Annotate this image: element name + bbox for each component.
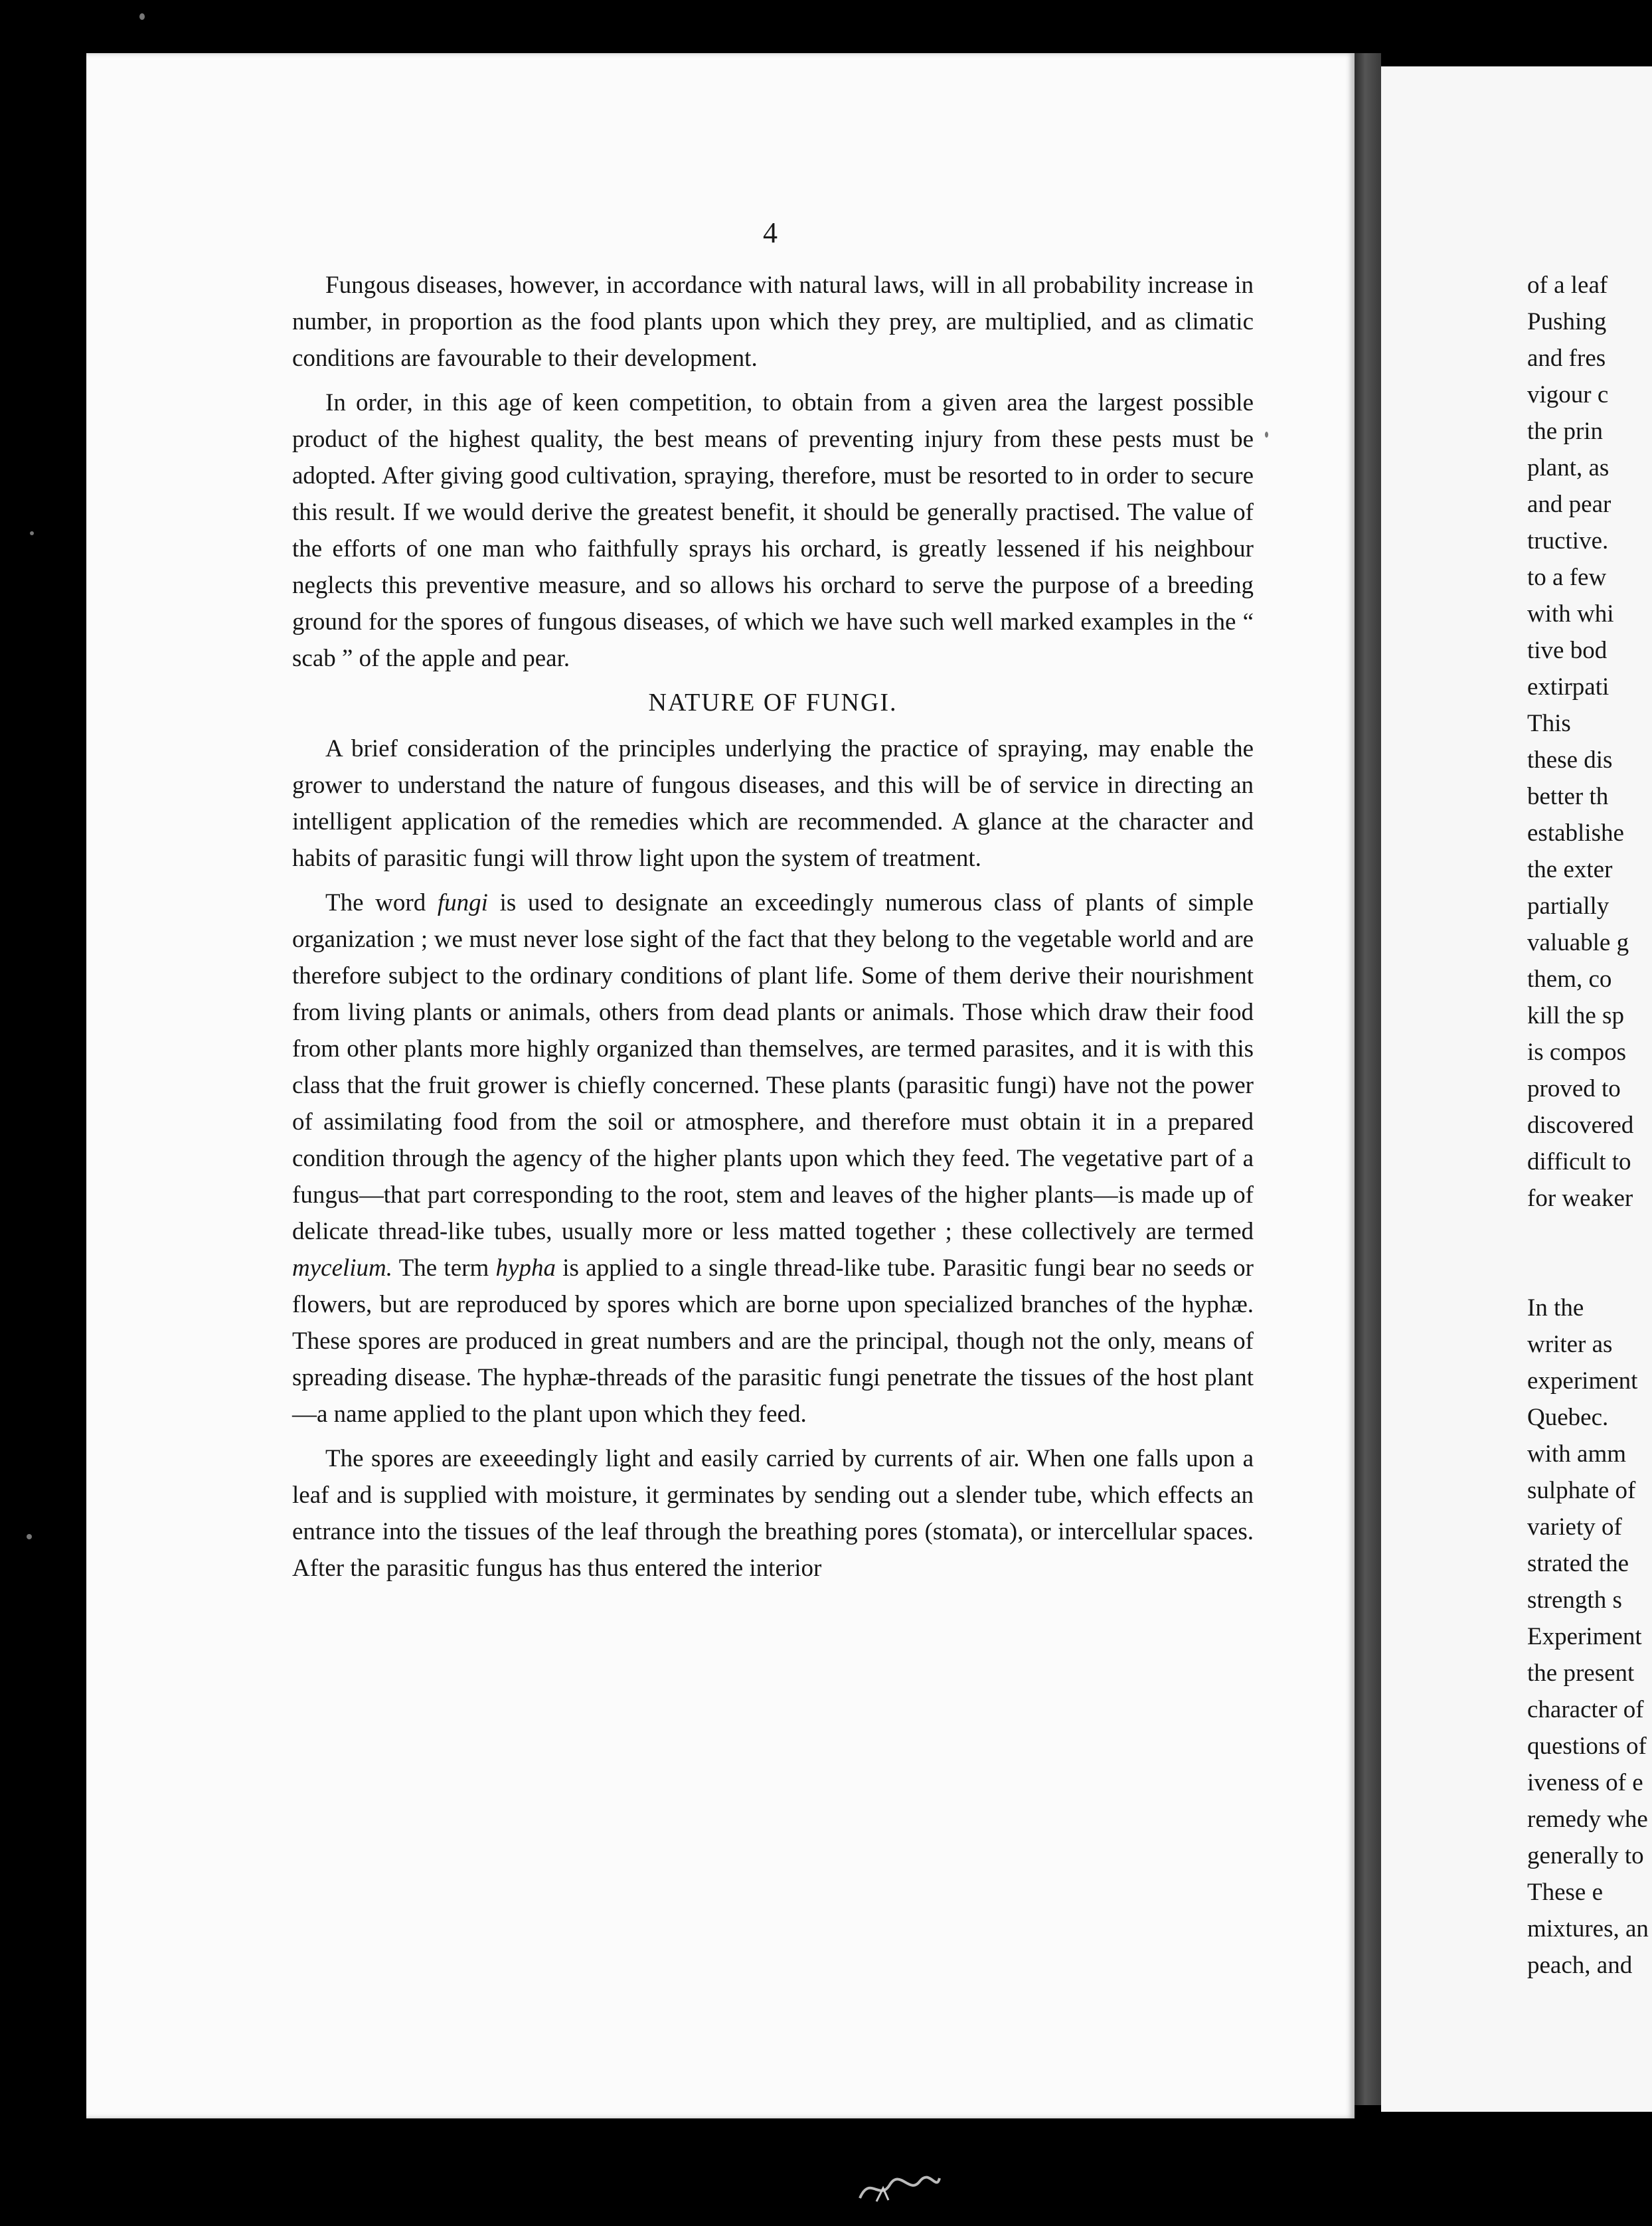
facing-page-line: better th [1527,783,1609,810]
scan-speck [139,13,145,20]
facing-page-line: mixtures, an [1527,1915,1649,1942]
paragraph: A brief consideration of the principles underlying the practice of spraying, may enable the grower to understand the nature of fungous diseases, and this will be of service in directing an intelligent application of the remedies which are recommended. A glance at the character and habits of parasitic fungi will throw light upon the system of treatment. [292,735,1254,872]
facing-page-line: kill the sp [1527,1002,1624,1029]
facing-page-line: writer as [1527,1331,1613,1358]
facing-page-line: proved to [1527,1075,1621,1102]
facing-page-line: discovered [1527,1112,1634,1139]
facing-page-line: Experiment [1527,1623,1642,1650]
page-number: 4 [763,216,778,249]
paragraph: Fungous diseases, however, in accordance with natural laws, will in all probability increase in number, in proportion as the food plants upon which they prey, are multiplied, and as climatic conditions are favourable to their development. [292,272,1254,372]
facing-page-line: questions of [1527,1733,1647,1760]
facing-page-line: these dis [1527,746,1613,774]
facing-page-line: Quebec. [1527,1404,1609,1431]
scan-speck [30,531,34,535]
italic-term: hypha [495,1254,556,1282]
facing-page-line: the present [1527,1660,1635,1687]
facing-page-line: to a few [1527,564,1607,591]
facing-page-line: and fres [1527,345,1606,372]
facing-page-line: vigour c [1527,381,1609,408]
facing-page-line: In the [1527,1294,1584,1322]
facing-page-line: valuable g [1527,929,1629,956]
facing-page-line: tive bod [1527,637,1608,664]
facing-page-line: Pushing [1527,308,1607,335]
facing-page-line: remedy whe [1527,1806,1648,1833]
facing-page-line: These e [1527,1879,1604,1906]
facing-page-line [1527,1253,1652,1290]
paragraph [292,885,1254,1432]
scan-speck [1265,432,1268,438]
facing-page-line: partially [1527,893,1610,920]
facing-page-line: difficult to [1527,1148,1631,1175]
facing-page-line: tructive. [1527,527,1609,555]
text-span: The word [325,889,438,916]
facing-page-line: them, co [1527,966,1612,993]
facing-page-line: and pear [1527,491,1611,518]
facing-page-line: establishe [1527,819,1624,847]
facing-page-line: experiment [1527,1367,1638,1395]
scan-border [0,0,1652,46]
text-span: is applied to a single thread-like tube. Parasitic fungi bear no seeds or flowers, but are reproduced by spores which are borne upon specialized branches of the hyphæ. These spores are produced in great numbers and are the principal, though not the only, means of spreading disease. The hyphæ-threads of the parasitic fungi penetrate the tissues of the host plant—a name applied to the plant upon which they feed. [292,1254,1254,1428]
facing-page-line: for weaker [1527,1185,1633,1212]
italic-term: mycelium. [292,1254,393,1282]
facing-page-line: strated the [1527,1550,1629,1577]
facing-page-line: the prin [1527,418,1604,445]
facing-page-text [1527,267,1652,1984]
facing-page-line [1527,1217,1652,1253]
facing-page-line: variety of [1527,1513,1622,1541]
facing-page-line: of a leaf [1527,272,1608,299]
facing-page-line: extirpati [1527,673,1610,701]
signature-mark [857,2168,943,2205]
facing-page-line: with amm [1527,1440,1627,1468]
facing-page-line: the exter [1527,856,1613,883]
facing-page-line: sulphate of [1527,1477,1636,1504]
text-span: The term [392,1254,496,1282]
book-gutter [1355,53,1381,2105]
facing-page-line: generally to [1527,1842,1644,1869]
text-span: is used to designate an exceedingly numerous class of plants of simple organization ; we must never lose sight of the fact that they belong to the vegetable world and are therefore subject to the ordinary conditions of plant life. Some of them derive their nourishment from living plants or animals, others from dead plants or animals. Those which draw their food from other plants more highly organized than themselves, are termed parasites, and it is with this class that the fruit grower is chiefly concerned. These plants (parasitic fungi) have not the power of assimilating food from the soil or atmosphere, and therefore must obtain it in a prepared condition through the agency of the higher plants upon which they feed. The vegetative part of a fungus—that part corresponding to the root, stem and leaves of the higher plants—is made up of delicate thread-like tubes, usually more or less matted together ; these collectively are termed [292,889,1254,1245]
main-text [292,267,1254,1594]
facing-page-line: strength s [1527,1586,1622,1614]
italic-term: fungi [437,889,488,916]
facing-page-line: peach, and [1527,1952,1633,1979]
paragraph: In order, in this age of keen competition, to obtain from a given area the largest possible product of the highest quality, the best means of preventing injury from these pests must be adopted. After giving good cultivation, spraying, therefore, must be resorted to in order to secure this result. If we would derive the greatest benefit, it should be generally practised. The value of the efforts of one man who faithfully sprays his orchard, is greatly lessened if his neighbour neglects this preventive measure, and so allows his orchard to serve the purpose of a breeding ground for the spores of fungous diseases, of which we have such well marked examples in the “ scab ” of the apple and pear. [292,389,1254,672]
facing-page-line: is compos [1527,1039,1627,1066]
paragraph: The spores are exeeedingly light and easily carried by currents of air. When one falls upon a leaf and is supplied with moisture, it germinates by sending out a slender tube, which effects an entrance into the tissues of the leaf through the breathing pores (stomata), or intercellular spaces. After the parasitic fungus has thus entered the interior [292,1445,1254,1582]
facing-page-line: with whi [1527,600,1614,628]
facing-page-line: character of [1527,1696,1644,1723]
facing-page-line: plant, as [1527,454,1610,481]
scan-speck [27,1534,32,1539]
facing-page-line: iveness of e [1527,1769,1643,1796]
section-heading: NATURE OF FUNGI. [648,689,898,717]
facing-page-line: This [1527,710,1571,737]
